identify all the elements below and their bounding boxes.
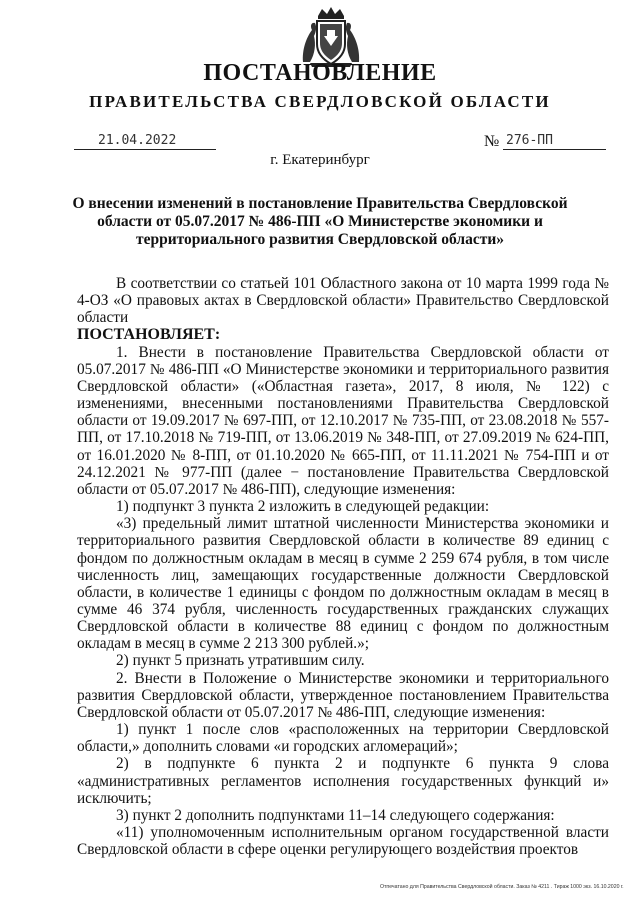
body-paragraph: 2) пункт 5 признать утратившим силу. bbox=[116, 652, 365, 670]
body-paragraph: 2. Внести в Положение о Министерстве экономики и территориального развития Свердловской области, утвержденное постановлением Правительства Свердловской области от 05.07.2017 № 486-ПП, следующие изменения: bbox=[77, 669, 609, 721]
document-body bbox=[77, 275, 609, 858]
preamble-paragraph: В соответствии со статьей 101 Областного закона от 10 марта 1999 года № 4-ОЗ «О правовых актах в Свердловской области» Правительство Свердловской области bbox=[77, 275, 609, 327]
document-date: 21.04.2022 bbox=[74, 132, 216, 150]
body-paragraph: «11) уполномоченным исполнительным органом государственной власти Свердловской области в сфере оценки регулирующего воздействия проектов bbox=[77, 824, 609, 859]
body-paragraph: 1) пункт 1 после слов «расположенных на территории Свердловской области,» дополнить словами «и городских агломераций»; bbox=[77, 721, 609, 756]
decree-heading: ПОСТАНОВЛЯЕТ: bbox=[77, 326, 221, 344]
body-paragraph: 1) подпункт 3 пункта 2 изложить в следующей редакции: bbox=[116, 498, 490, 516]
document-issuer: ПРАВИТЕЛЬСТВА СВЕРДЛОВСКОЙ ОБЛАСТИ bbox=[89, 92, 551, 111]
print-footer: Отпечатано для Правительства Свердловской области. Заказ № 4211 . Тираж 1000 экз. 16.10.2020 г. bbox=[380, 884, 624, 890]
document-title: ПОСТАНОВЛЕНИЕ bbox=[203, 60, 437, 86]
body-paragraph: 3) пункт 2 дополнить подпунктами 11–14 следующего содержания: bbox=[116, 806, 555, 824]
document-city: г. Екатеринбург bbox=[270, 152, 370, 168]
body-paragraph: «3) предельный лимит штатной численности Министерства экономики и территориального развития Свердловской области в количестве 89 единиц с фондом по должностным окладам в месяц в сумме 2 259 674 рубля, в том числе численность лиц, замещающих государственные должности Свердловской области, в количестве 1 единицы с фондом по должностным окладам в месяц в сумме 46 374 рубля, численность государственных гражданских служащих Свердловской области в количестве 88 единиц с фондом по должностным окладам в месяц в сумме 2 213 300 рублей.»; bbox=[77, 515, 609, 653]
body-paragraph: 1. Внести в постановление Правительства Свердловской области от 05.07.2017 № 486-ПП «О Министерстве экономики и территориального развития Свердловской области» («Областная газета», 2017, 8 июля, № 122) с изменениями, внесенными постановлениями Правительства Свердловской области от 19.09.2017 № 697-ПП, от 12.10.2017 № 735-ПП, от 23.08.2018 № 557-ПП, от 17.10.2018 № 719-ПП, от 13.06.2019 № 348-ПП, от 27.09.2019 № 624-ПП, от 16.01.2020 № 8-ПП, от 01.10.2020 № 665-ПП, от 11.11.2021 № 754-ПП и от 24.12.2021 № 977-ПП (далее − постановление Правительства Свердловской области от 05.07.2017 № 486-ПП), следующие изменения: bbox=[77, 343, 609, 498]
body-paragraph: 2) в подпункте 6 пункта 2 и подпункте 6 пункта 9 слова «административных регламентов исполнения государственных функций и» исключить; bbox=[77, 755, 609, 807]
document-number: 276-ПП bbox=[503, 132, 606, 150]
number-label: № bbox=[484, 133, 500, 150]
document-subject: О внесении изменений в постановление Правительства Свердловской области от 05.07.2017 № 486-ПП «О Министерстве экономики и территориального развития Свердловской области» bbox=[72, 195, 568, 248]
coat-of-arms-icon bbox=[300, 6, 362, 68]
